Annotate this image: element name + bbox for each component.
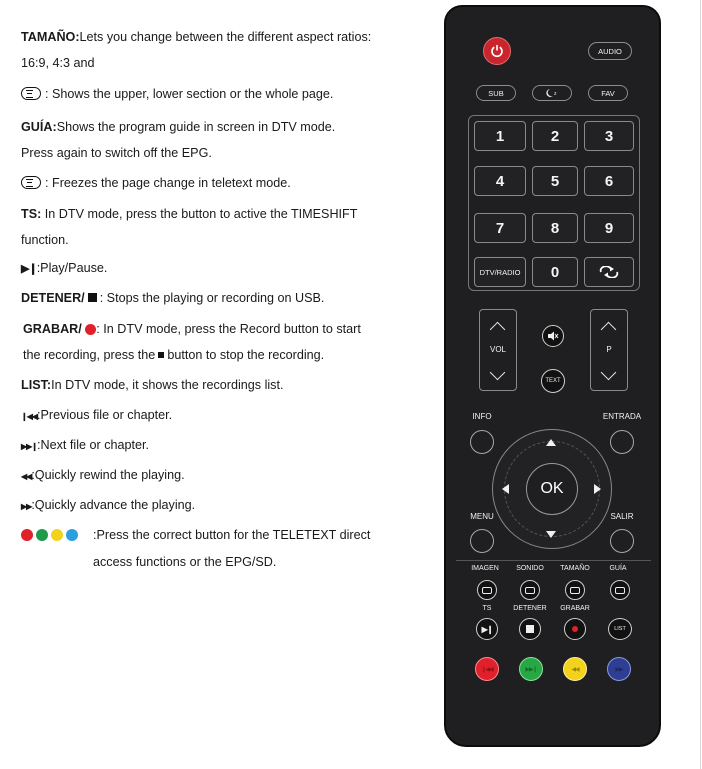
next-icon: ▶▶❙ [21, 442, 38, 451]
info-label: INFO [472, 412, 492, 421]
blue-button[interactable] [607, 657, 631, 681]
left-arrow-icon[interactable] [502, 484, 509, 494]
teletext-hold-icon [21, 176, 41, 189]
key-3[interactable]: 3 [584, 121, 634, 151]
tamano-line [21, 29, 371, 45]
ts-line [21, 206, 357, 222]
entrada-button[interactable] [610, 430, 634, 454]
guia-button[interactable] [610, 580, 630, 600]
recall-button[interactable] [584, 257, 634, 287]
red-dot-icon [21, 529, 33, 541]
guide-icon [615, 587, 625, 594]
ff-text: :Quickly advance the playing. [31, 498, 196, 512]
play-line [21, 260, 107, 277]
ts-label-remote: TS [482, 605, 492, 612]
teletext-size-line [21, 86, 333, 102]
play-text: :Play/Pause. [36, 261, 108, 275]
imagen-label: IMAGEN [471, 565, 499, 572]
p-label: P [606, 345, 612, 354]
guia-label-remote: GUÍA [609, 565, 627, 572]
detener-text: : Stops the playing or recording on USB. [99, 291, 325, 305]
play-pause-icon-remote: ▶❙ [481, 624, 493, 634]
stop-icon-small [158, 352, 164, 358]
mute-icon [547, 331, 559, 341]
ts-button[interactable] [476, 618, 498, 640]
grabar-text-2a: the recording, press the [23, 348, 156, 362]
grabar-button[interactable] [564, 618, 586, 640]
power-icon [490, 44, 504, 58]
color-text: :Press the correct button for the TELETEXT direct [93, 528, 371, 542]
key-9[interactable]: 9 [584, 213, 634, 243]
tamano-label: TAMAÑO: [21, 30, 80, 44]
grabar-text: : In DTV mode, press the Record button to start [96, 322, 361, 336]
tamano-line-2: 16:9, 4:3 and [21, 56, 95, 70]
menu-button[interactable] [470, 529, 494, 553]
key-7[interactable]: 7 [474, 213, 526, 243]
previous-icon: ❙◀◀ [21, 412, 38, 421]
green-dot-icon [36, 529, 48, 541]
hold-text: : Freezes the page change in teletext mode. [45, 176, 291, 190]
sonido-label: SONIDO [516, 565, 544, 572]
play-pause-icon: ▶❙ [21, 263, 37, 275]
up-arrow-icon[interactable] [546, 439, 556, 446]
fav-button[interactable]: FAV [588, 85, 628, 101]
guia-label: GUÍA: [21, 120, 57, 134]
key-1[interactable]: 1 [474, 121, 526, 151]
list-button[interactable]: LIST [608, 618, 632, 640]
teletext-size-text: : Shows the upper, lower section or the whole page. [45, 87, 334, 101]
fast-forward-icon-remote: ▶▶ [615, 666, 623, 673]
power-button[interactable] [483, 37, 511, 65]
aspect-ratio-icon [570, 587, 580, 594]
picture-mode-icon [482, 587, 492, 594]
sonido-button[interactable] [520, 580, 540, 600]
rewind-icon: ◀◀ [21, 472, 32, 481]
key-5[interactable]: 5 [532, 166, 578, 196]
detener-label-remote: DETENER [513, 605, 547, 612]
yellow-dot-icon [51, 529, 63, 541]
tamano-label-remote: TAMAÑO [560, 565, 590, 572]
rewind-text: :Quickly rewind the playing. [31, 468, 185, 482]
next-line [21, 437, 149, 455]
yellow-button[interactable] [563, 657, 587, 681]
list-line [21, 377, 283, 393]
ts-line-2: function. [21, 233, 69, 247]
color-text-2: access functions or the EPG/SD. [93, 555, 277, 569]
salir-button[interactable] [610, 529, 634, 553]
hold-line [21, 175, 291, 191]
teletext-size-icon [21, 87, 41, 100]
tamano-button[interactable] [565, 580, 585, 600]
list-text: In DTV mode, it shows the recordings list. [51, 378, 284, 392]
key-2[interactable]: 2 [532, 121, 578, 151]
info-button[interactable] [470, 430, 494, 454]
next-icon-remote: ▶▶❙ [525, 666, 537, 673]
remote-control [444, 5, 661, 747]
sub-button[interactable]: SUB [476, 85, 516, 101]
stop-icon-remote [526, 625, 534, 633]
ff-line [21, 497, 195, 515]
sound-mode-icon [525, 587, 535, 594]
vol-label: VOL [489, 345, 506, 354]
prev-line [21, 407, 172, 425]
recall-icon [598, 266, 620, 278]
blue-dot-icon [66, 529, 78, 541]
salir-label: SALIR [610, 512, 634, 521]
sleep-button[interactable] [532, 85, 572, 101]
grabar-line [23, 321, 361, 337]
guia-text: Shows the program guide in screen in DTV mode. [56, 120, 336, 134]
right-arrow-icon[interactable] [594, 484, 601, 494]
audio-button[interactable]: AUDIO [588, 42, 632, 60]
stop-icon [88, 293, 97, 302]
green-button[interactable] [519, 657, 543, 681]
key-8[interactable]: 8 [532, 213, 578, 243]
mute-button[interactable] [542, 325, 564, 347]
previous-icon-remote: ❙◀◀ [481, 666, 493, 673]
key-0[interactable]: 0 [532, 257, 578, 287]
tamano-text: Lets you change between the different aspect ratios: [79, 30, 372, 44]
grabar-text-2b: button to stop the recording. [167, 348, 325, 362]
entrada-label: ENTRADA [602, 412, 642, 421]
red-button[interactable] [475, 657, 499, 681]
key-4[interactable]: 4 [474, 166, 526, 196]
svg-text:z: z [554, 91, 557, 97]
text-button[interactable]: TEXT [541, 369, 565, 393]
grabar-label: GRABAR/ [23, 322, 82, 336]
ok-button[interactable]: OK [526, 463, 578, 515]
page-edge-rule [700, 0, 701, 769]
detener-label: DETENER/ [21, 291, 85, 305]
sleep-icon [544, 88, 560, 98]
grabar-line-2 [23, 347, 324, 363]
list-label: LIST: [21, 378, 52, 392]
menu-label: MENU [470, 512, 494, 521]
key-6[interactable]: 6 [584, 166, 634, 196]
record-icon-remote [572, 626, 578, 632]
prev-text: :Previous file or chapter. [37, 408, 173, 422]
next-text: :Next file or chapter. [37, 438, 150, 452]
rewind-icon-remote: ◀◀ [571, 666, 579, 673]
divider [456, 560, 651, 561]
rewind-line [21, 467, 185, 485]
fast-forward-icon: ▶▶ [21, 502, 32, 511]
grabar-label-remote: GRABAR [560, 605, 590, 612]
detener-button[interactable] [519, 618, 541, 640]
dtv-radio-button[interactable]: DTV/RADIO [474, 257, 526, 287]
imagen-button[interactable] [477, 580, 497, 600]
detener-line [21, 290, 324, 306]
ts-text: In DTV mode, press the button to active the TIMESHIFT [41, 207, 358, 221]
record-icon [85, 324, 96, 335]
ts-label: TS: [21, 207, 42, 221]
down-arrow-icon[interactable] [546, 531, 556, 538]
color-buttons-line [21, 527, 81, 543]
guia-line [21, 119, 335, 135]
guia-line-2: Press again to switch off the EPG. [21, 146, 212, 160]
